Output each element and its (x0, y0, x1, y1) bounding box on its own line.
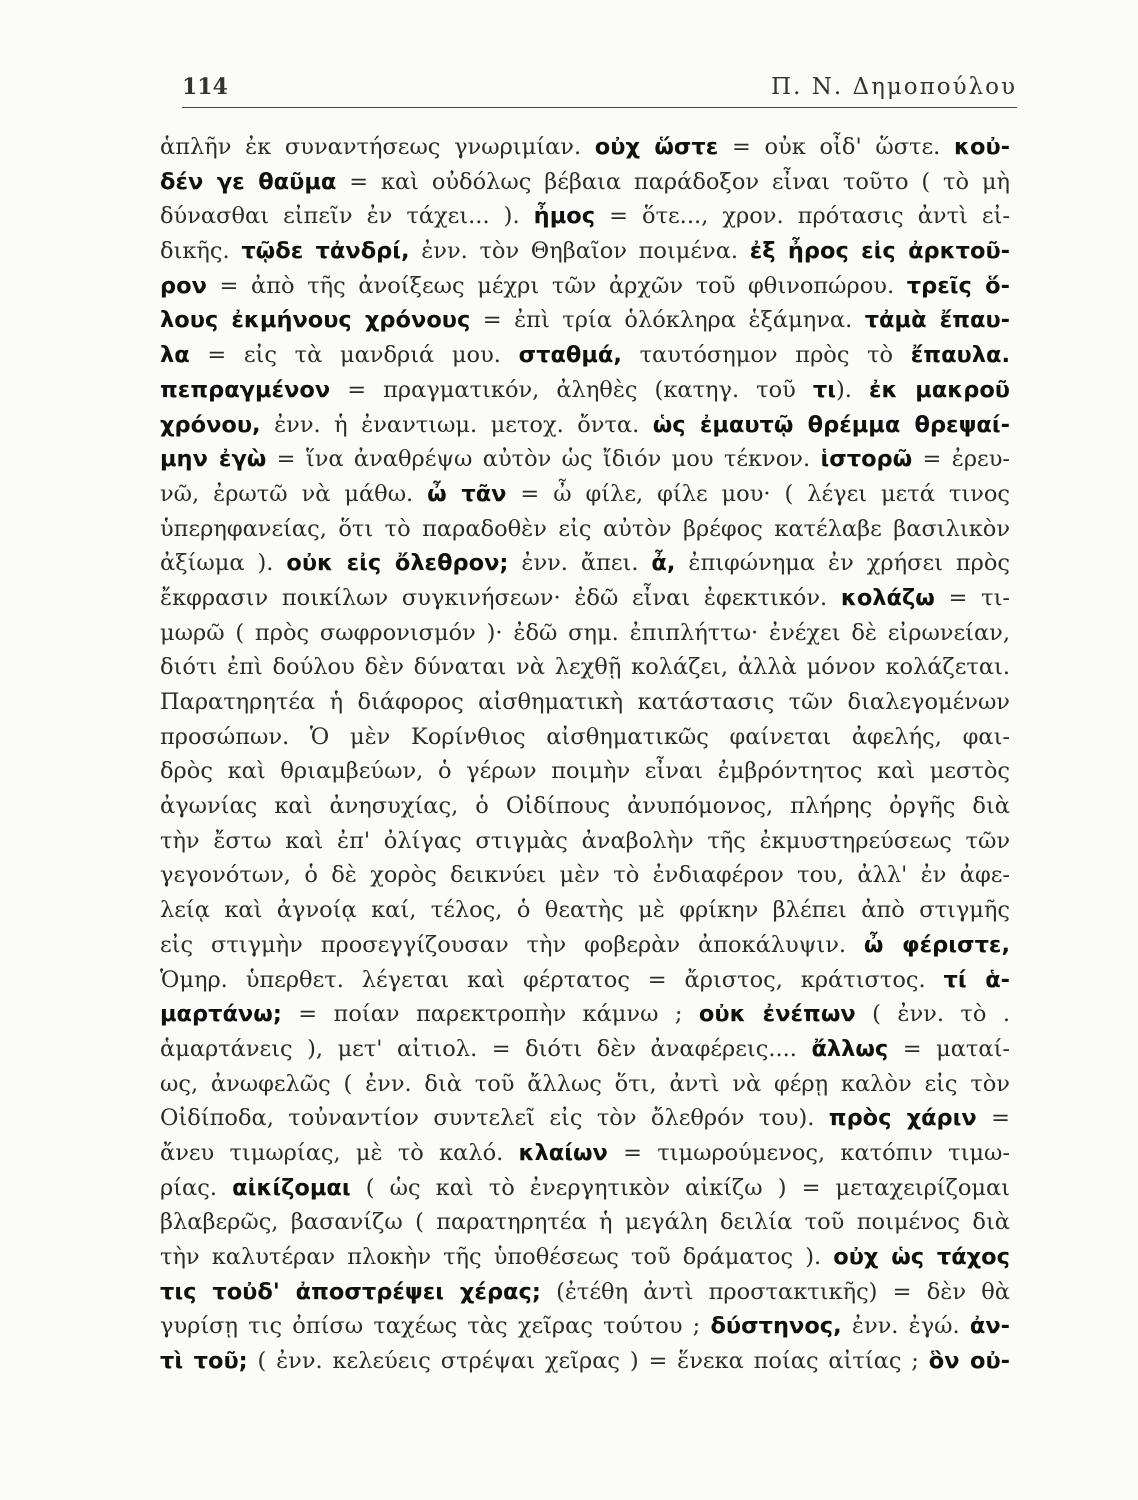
lemma-term: ὃν οὐ- (928, 1348, 1010, 1375)
lemma-term: δέν γε θαῦμα (160, 168, 337, 195)
gloss-text: = ματαί- (888, 1035, 1010, 1062)
lemma-term: τις τοὐδ' ἀποστρέψει χέρας; (160, 1278, 541, 1305)
text-line (160, 165, 1010, 200)
text-line (160, 754, 1010, 789)
lemma-term: ἆ, (651, 550, 676, 577)
gloss-text: ρίας. (160, 1174, 233, 1201)
gloss-text: γυρίσῃ τις ὀπίσω ταχέως τὰς χεῖρας τούτου ; (160, 1313, 711, 1340)
text-line (160, 581, 1010, 616)
text-line (160, 685, 1010, 720)
gloss-text: ως, ἀνωφελῶς ( ἐνν. διὰ τοῦ ἄλλως ὅτι, ἀντὶ νὰ φέρῃ καλὸν εἰς τὸν (160, 1070, 1010, 1097)
lemma-term: ρον (160, 272, 207, 299)
text-line (160, 893, 1010, 928)
gloss-text: ἄνευ τιμωρίας, μὲ τὸ καλό. (160, 1139, 519, 1166)
lemma-term: ἦμος (533, 203, 596, 230)
gloss-text: ἐνν. ἡ ἐναντιωμ. μετοχ. ὄντα. (260, 411, 653, 438)
gloss-text: = καὶ οὐδόλως βέβαια παράδοξον εἶναι τοῦτο ( τὸ μὴ (336, 168, 1010, 195)
gloss-text: μωρῶ ( πρὸς σωφρονισμόν )· ἐδῶ σημ. ἐπιπλήττω· ἐνέχει δὲ εἰρωνείαν, (160, 619, 1010, 646)
lemma-term: τἀμὰ ἔπαυ- (864, 307, 1010, 334)
gloss-text: προσώπων. Ὁ μὲν Κορίνθιος αἰσθηματικῶς φαίνεται ἀφελής, φαι- (160, 723, 1010, 750)
text-line (160, 720, 1010, 755)
text-line (160, 1205, 1010, 1240)
lemma-term: μαρτάνω; (160, 1001, 282, 1028)
lemma-term: ἐκ μακροῦ (869, 376, 1010, 403)
gloss-text: ἐνν. ἐγώ. (841, 1313, 970, 1340)
text-line (160, 338, 1010, 373)
lemma-term: ἄλλως (811, 1035, 889, 1062)
lemma-term: οὐχ ὡς τάχος (833, 1244, 1010, 1270)
gloss-text: Οἰδίποδα, τοὐναντίον συντελεῖ εἰς τὸν ὄλεθρόν του). (160, 1105, 829, 1132)
gloss-text: = ὦ φίλε, φίλε μου· ( λέγει μετά τινος (506, 480, 1010, 507)
gloss-text: βλαβερῶς, βασανίζω ( παρατηρητέα ἡ μεγάλη δειλία τοῦ ποιμένος διὰ (160, 1209, 1010, 1236)
text-line (160, 303, 1010, 338)
gloss-text: δύνασθαι εἰπεῖν ἐν τάχει... ). (160, 203, 534, 230)
lemma-term: κλαίων (518, 1139, 608, 1166)
lemma-term: οὐκ εἰς ὄλεθρον; (286, 550, 509, 577)
gloss-text: = εἰς τὰ μανδριά μου. (189, 342, 519, 369)
gloss-text: Παρατηρητέα ἡ διάφορος αἰσθηματικὴ κατάστασις τῶν διαλεγομένων (160, 689, 1010, 715)
lemma-term: ὦ φέριστε, (863, 931, 1010, 958)
lemma-term: ἐξ ἦρος εἰς ἀρκτοῦ- (749, 238, 1010, 265)
text-line (160, 1136, 1010, 1171)
gloss-text: = τιμωρούμενος, κατόπιν τιμω- (607, 1139, 1010, 1166)
gloss-text: γεγονότων, ὁ δὲ χορὸς δεικνύει μὲν τὸ ἐνδιαφέρον του, ἀλλ' ἐν ἀφε- (160, 862, 1010, 889)
text-line (160, 616, 1010, 651)
gloss-text: = ποίαν παρεκτροπὴν κάμνω ; (281, 1001, 699, 1028)
lemma-term: κολάζω (840, 584, 935, 611)
lemma-term: αἰκίζομαι (232, 1174, 351, 1201)
lemma-term: ἔπαυλα. (910, 342, 1010, 369)
text-line (160, 963, 1010, 998)
gloss-text: = ὅτε..., χρον. πρότασις ἀντὶ εἰ- (595, 203, 1010, 230)
text-line (160, 1032, 1010, 1067)
gloss-text: ἔκφρασιν ποικίλων συγκινήσεων· ἐδῶ εἶναι ἐφεκτικόν. (160, 584, 841, 611)
lemma-term: ἱστορῶ (820, 446, 913, 473)
gloss-text: = τι- (934, 584, 1010, 611)
gloss-text: ἐπιφώνημα ἐν χρήσει πρὸς (675, 550, 1010, 577)
text-line (160, 442, 1010, 477)
lemma-term: δύστηνος, (710, 1313, 842, 1340)
gloss-text: ὑπερηφανείας, ὅτι τὸ παραδοθὲν εἰς αὐτὸν βρέφος κατέλαβε βασιλικὸν (160, 515, 1010, 542)
commentary-text (160, 130, 1010, 1379)
text-line (160, 1309, 1010, 1344)
lemma-term: ὡς ἐμαυτῷ θρέμμα θρεψαί- (652, 411, 1010, 438)
text-line (160, 1240, 1010, 1275)
lemma-term: τῷδε τἀνδρί, (241, 238, 410, 265)
lemma-term: λα (160, 342, 190, 369)
text-line (160, 1171, 1010, 1206)
gloss-text: = ἀπὸ τῆς ἀνοίξεως μέχρι τῶν ἀρχῶν τοῦ φθινοπώρου. (206, 272, 907, 299)
text-line (160, 1344, 1010, 1379)
text-line (160, 130, 1010, 165)
lemma-term: οὐχ ὥστε (594, 134, 719, 160)
lemma-term: τί ἁ- (943, 966, 1010, 993)
lemma-term: μην ἐγὼ (160, 446, 267, 473)
gloss-text: = πραγματικόν, ἀληθὲς (κατηγ. τοῦ (330, 376, 813, 403)
text-line (160, 789, 1010, 824)
lemma-term: ὦ τᾶν (427, 480, 507, 507)
gloss-text: ( ἐνν. τὸ . (855, 1001, 1010, 1028)
gloss-text: ἁπλῆν ἐκ συναντήσεως γνωριμίαν. (160, 134, 595, 160)
text-line (160, 858, 1010, 893)
text-line (160, 546, 1010, 581)
lemma-term: σταθμά, (518, 342, 622, 369)
lemma-term: κοὐ- (954, 134, 1010, 160)
text-line (160, 824, 1010, 859)
gloss-text: εἰς στιγμὴν προσεγγίζουσαν τὴν φοβερὰν ἀποκάλυψιν. (160, 931, 864, 958)
gloss-text: ἁμαρτάνεις ), μετ' αἰτιολ. = διότι δὲν ἀναφέρεις.... (160, 1035, 812, 1062)
gloss-text: ἀξίωμα ). (160, 550, 287, 577)
gloss-text: ( ἐνν. κελεύεις στρέψαι χεῖρας ) = ἕνεκα ποίας αἰτίας ; (247, 1348, 929, 1375)
lemma-term: λους ἐκμήνους χρόνους (160, 307, 471, 334)
gloss-text: = ἐρευ- (912, 446, 1010, 473)
gloss-text: Ὁμηρ. ὑπερθετ. λέγεται καὶ φέρτατος = ἄριστος, κράτιστος. (160, 966, 944, 993)
gloss-text: = ἵνα ἀναθρέψω αὐτὸν ὡς ἴδιόν μου τέκνον. (266, 446, 821, 473)
text-line (160, 269, 1010, 304)
lemma-term: τὶ τοῦ; (160, 1348, 248, 1375)
gloss-text: = ἐπὶ τρία ὁλόκληρα ἑξάμηνα. (470, 307, 865, 334)
gloss-text: ταυτόσημον πρὸς τὸ (621, 342, 911, 369)
gloss-text: ἐνν. ἄπει. (508, 550, 652, 577)
header-rule (182, 107, 1017, 108)
text-line (160, 199, 1010, 234)
lemma-term: τι (812, 376, 837, 403)
gloss-text: νῶ, ἐρωτῶ νὰ μάθω. (160, 480, 428, 507)
lemma-term: πρὸς χάριν (828, 1105, 977, 1132)
gloss-text: ( ὡς καὶ τὸ ἐνεργητικὸν αἰκίζω ) = μεταχειρίζομαι (350, 1174, 1010, 1201)
lemma-term: τρεῖς ὅ- (906, 272, 1010, 299)
text-line (160, 650, 1010, 685)
gloss-text: διότι ἐπὶ δούλου δὲν δύναται νὰ λεχθῇ κολάζει, ἀλλὰ μόνον κολάζεται. (160, 654, 1010, 681)
page-header (182, 70, 1017, 106)
text-line (160, 512, 1010, 547)
gloss-text: τὴν καλυτέραν πλοκὴν τῆς ὑποθέσεως τοῦ δράματος ). (160, 1244, 834, 1270)
running-head-author: Π. Ν. Δημοπούλου (771, 74, 1017, 100)
text-line (160, 997, 1010, 1032)
gloss-text: δρὸς καὶ θριαμβεύων, ὁ γέρων ποιμὴν εἶναι ἐμβρόντητος καὶ μεστὸς (160, 758, 1010, 785)
text-line (160, 408, 1010, 443)
text-line (160, 373, 1010, 408)
gloss-text: ἀγωνίας καὶ ἀνησυχίας, ὁ Οἰδίπους ἀνυπόμονος, πλήρης ὀργῆς διὰ (160, 793, 1010, 820)
lemma-term: ἀν- (969, 1313, 1010, 1340)
lemma-term: οὐκ ἐνέπων (698, 1001, 856, 1028)
text-line (160, 1067, 1010, 1102)
text-line (160, 477, 1010, 512)
gloss-text: ἐνν. τὸν Θηβαῖον ποιμένα. (409, 238, 750, 265)
text-line (160, 234, 1010, 269)
page-number: 114 (182, 74, 228, 100)
lemma-term: χρόνου, (160, 411, 261, 438)
text-line (160, 1275, 1010, 1310)
gloss-text: τὴν ἔστω καὶ ἐπ' ὀλίγας στιγμὰς ἀναβολὴν τῆς ἐκμυστηρεύσεως τῶν (160, 827, 1010, 854)
gloss-text: δικῆς. (160, 238, 242, 265)
gloss-text: ). (836, 376, 869, 403)
lemma-term: πεπραγμένον (160, 376, 331, 403)
gloss-text: (ἐτέθη ἀντὶ προστακτικῆς) = δὲν θὰ (540, 1278, 1010, 1305)
text-line (160, 928, 1010, 963)
gloss-text: λείᾳ καὶ ἀγνοίᾳ καί, τέλος, ὁ θεατὴς μὲ φρίκην βλέπει ἀπὸ στιγμῆς (160, 897, 1010, 924)
text-line (160, 1101, 1010, 1136)
gloss-text: = (976, 1105, 1010, 1132)
gloss-text: = οὐκ οἶδ' ὥστε. (718, 134, 955, 160)
